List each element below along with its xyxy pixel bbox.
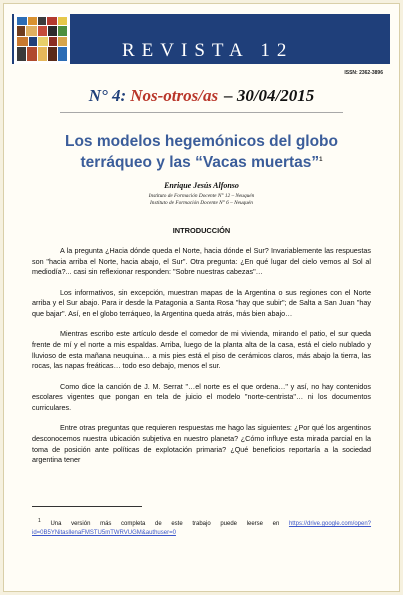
- body-paragraph: Entre otras preguntas que requieren respuestas me hago las siguientes: ¿Por qué los argentinos desconocemos nuestra ubicación subjetiva en nuestro planeta? ¿Cómo influye esta mirada parcial en la toma de posición ante políticas de explotación primaria? ¿Qué beneficios reportaría a la sociedad argentina tener: [32, 423, 371, 465]
- footnote-marker: 1: [38, 518, 41, 524]
- article-body: [32, 246, 371, 475]
- author-affiliation: Instituto de Formación Docente N° 12 – Neuquén: [148, 193, 255, 199]
- footnote-text: Una versión más completa de este trabajo puede leerse en: [50, 521, 280, 527]
- author-affiliation: Instituto de Formación Docente N° 6 – Neuquén: [150, 200, 253, 206]
- journal-logo: [14, 14, 70, 64]
- body-paragraph: Los informativos, sin excepción, muestran mapas de la Argentina o sus regiones con el Norte arriba y el Sur abajo. Para ir desde la Patagonia a Santa Rosa "hay que subir"; de Salta a San Juan "hay que bajar". Así, en el globo terráqueo, la Argentina queda atrás, más bien abajo…: [32, 287, 371, 319]
- body-paragraph: Mientras escribo este artículo desde el comedor de mi vivienda, mirando el patio, el sur queda frente de mí y el norte a mis espaldas. Arriba, luego de la planta alta de la casa, está el cielo nublado y lluvioso de esta mañana neuquina… a mis pies está el piso de cerámicos claros, más abajo la tierra, las rocas, las napas freáticas… todo eso debajo, menos el sur.: [32, 329, 371, 371]
- issue-date: – 30/04/2015: [224, 86, 315, 105]
- article-title-text: Los modelos hegemónicos del globo terráqueo y las “Vacas muertas”: [65, 133, 338, 172]
- footnote: [32, 517, 371, 537]
- issue-line: [0, 86, 403, 106]
- issn-label: ISSN: 2362-3896: [344, 70, 383, 76]
- header-divider: [60, 112, 343, 113]
- logo-mosaic-icon: [14, 14, 70, 64]
- title-footnote-marker[interactable]: 1: [319, 157, 323, 163]
- article-author: Enrique Jesús Alfonso: [164, 181, 239, 190]
- footnote-divider: [32, 506, 142, 507]
- issue-number: N° 4:: [88, 86, 127, 105]
- section-heading: INTRODUCCIÓN: [172, 226, 231, 235]
- issue-name: Nos-otros/as: [130, 86, 219, 105]
- journal-title: REVISTA 12: [122, 40, 294, 61]
- article-title: [30, 132, 373, 172]
- footnote-link[interactable]: https://drive.google.com/open?id=0B5YNitasllenaFMSTU5mTWRVUGM&authuser=0: [32, 521, 372, 536]
- body-paragraph: Como dice la canción de J. M. Serrat "…el norte es el que ordena…" y así, no hay contenidos escolares vigentes que pongan en tela de juicio el modelo "norte-centrista"… ni los documentos curriculares.: [32, 381, 371, 412]
- body-paragraph: A la pregunta ¿Hacia dónde queda el Norte, hacia dónde el Sur? Invariablemente las respuestas son "hacia arriba el Norte, hacia abajo, el Sur". Otra pregunta: ¿En qué lugar del cielo vemos al Sol al mediodía?... casi sin reflexionar responden: "Sobre nuestras cabezas"…: [32, 246, 371, 277]
